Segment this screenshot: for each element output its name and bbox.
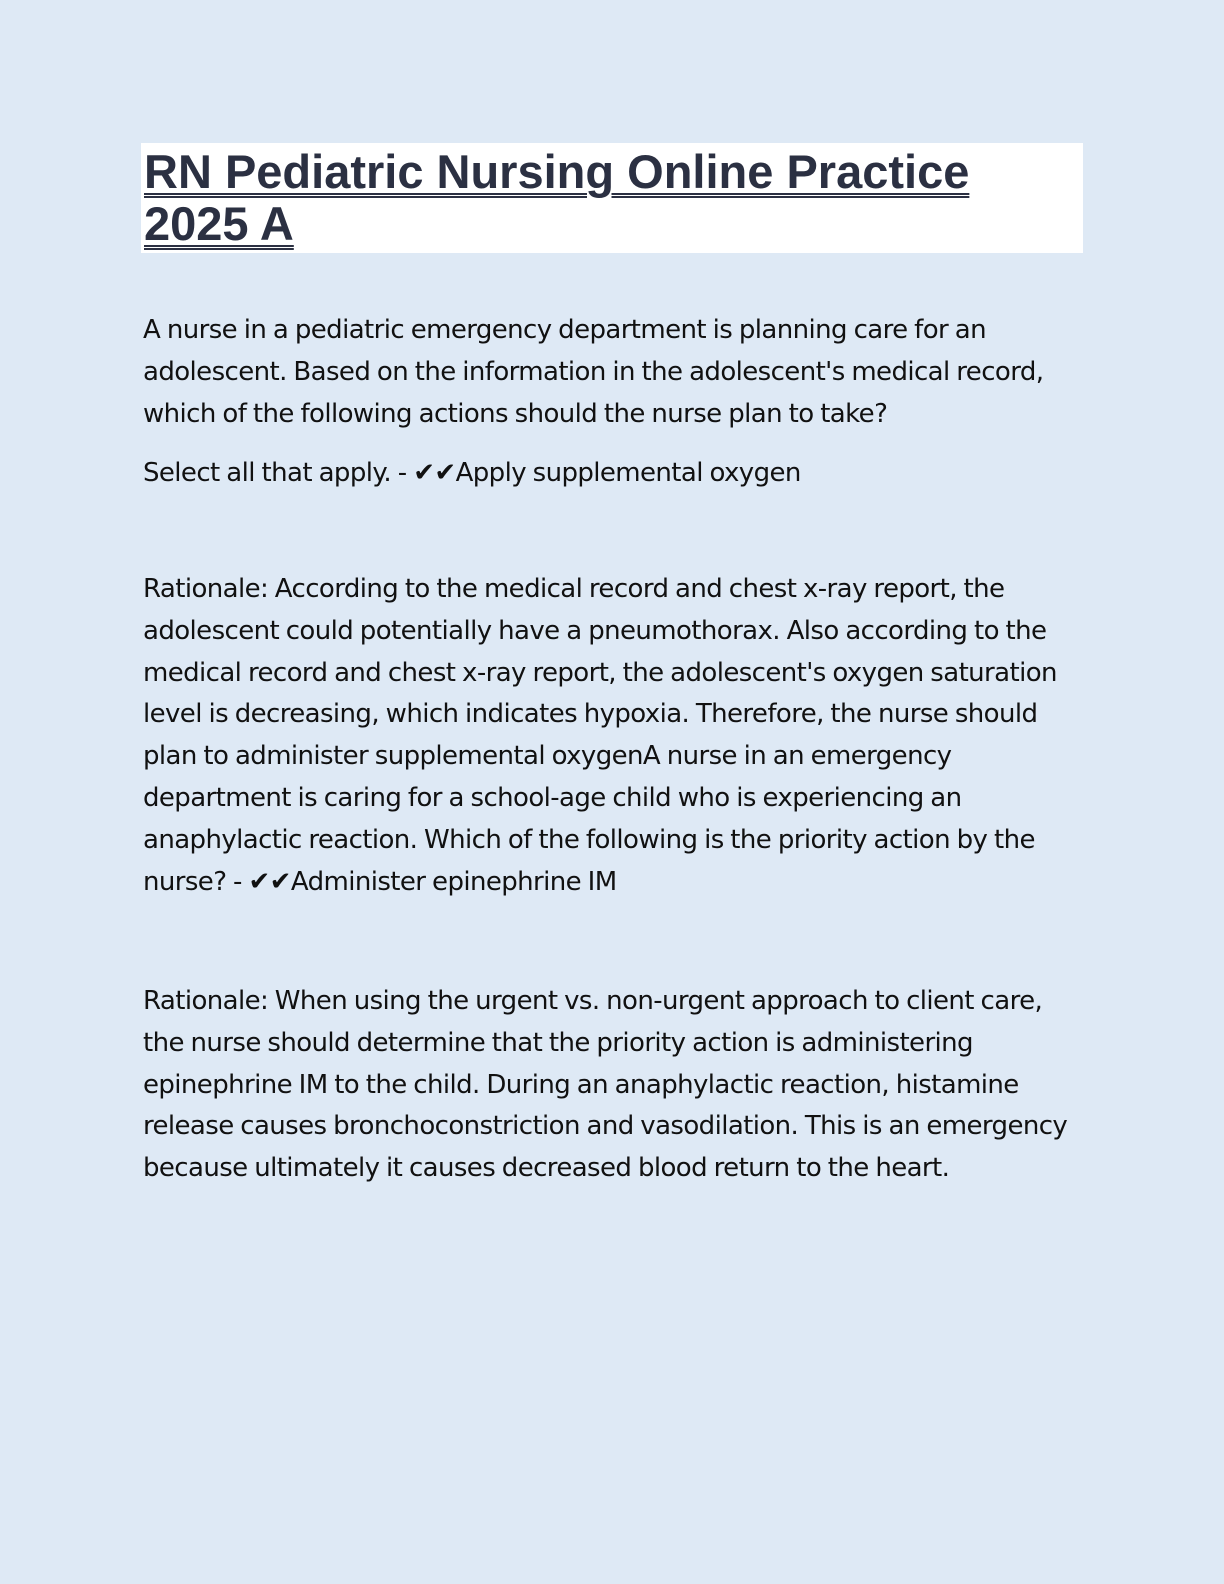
document-title-text: RN Pediatric Nursing Online Practice 2025 A bbox=[144, 145, 970, 250]
document-title bbox=[144, 146, 1074, 250]
question-1: A nurse in a pediatric emergency department is planning care for an adolescent. Based on the information in the adolescent's medical record, which of the following actions should the nurse plan to take? bbox=[143, 315, 1044, 429]
question-1-answer: Select all that apply. - ✔✔Apply supplemental oxygen bbox=[143, 458, 801, 488]
rationale-1: Rationale: According to the medical record and chest x-ray report, the adolescent could potentially have a pneumothorax. Also according to the medical record and chest x-ray report, the adolescent's oxygen saturation level is decreasing, which indicates hypoxia. Therefore, the nurse should plan to administer supplemental oxygenA nurse in an emergency department is caring for a school-age child who is experiencing an anaphylactic reaction. Which of the following is the priority action by the nurse? - ✔✔Administer epinephrine IM bbox=[143, 574, 1057, 897]
rationale-2: Rationale: When using the urgent vs. non-urgent approach to client care, the nurse should determine that the priority action is administering epinephrine IM to the child. During an anaphylactic reaction, histamine release causes bronchoconstriction and vasodilation. This is an emergency because ultimately it causes decreased blood return to the heart. bbox=[143, 986, 1068, 1184]
